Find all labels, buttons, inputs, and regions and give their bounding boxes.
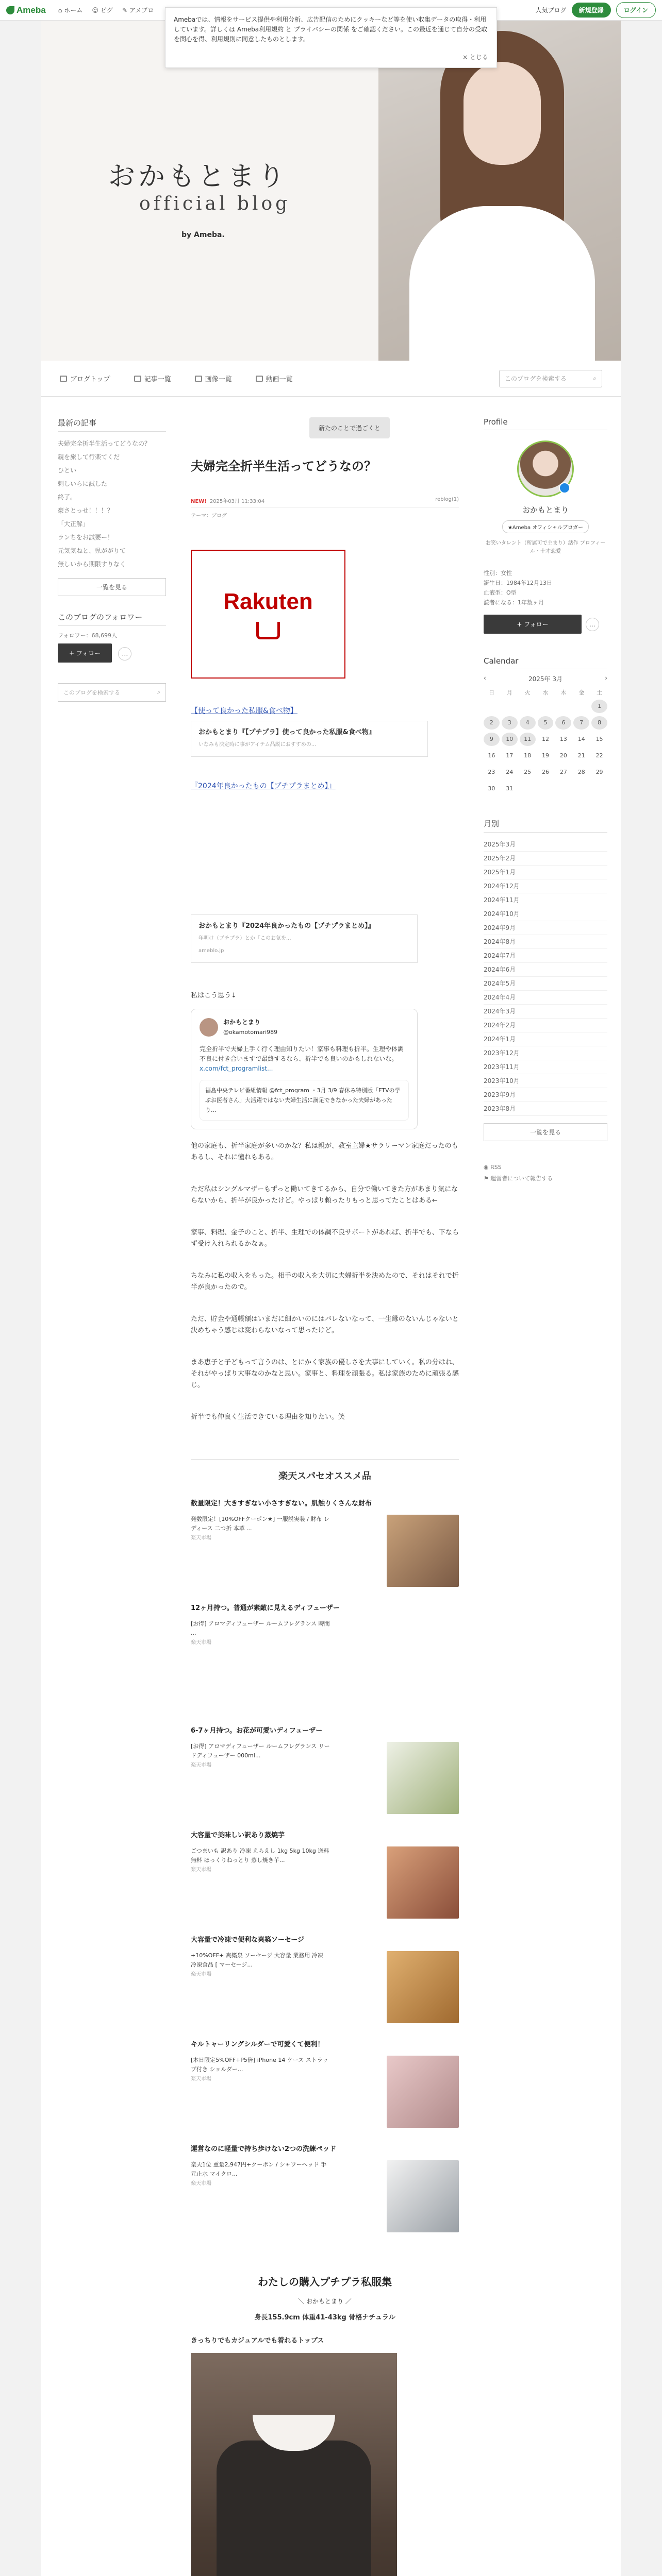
register-button[interactable]: 新規登録 [572, 3, 611, 18]
login-button[interactable]: ログイン [616, 2, 656, 18]
calendar-day: 26 [541, 769, 549, 775]
archive-month-item[interactable]: 2025年2月 [484, 852, 607, 866]
recent-item[interactable]: 無しいから期限すりなく [58, 561, 126, 568]
calendar-dow: 木 [560, 689, 567, 696]
search-icon: ⌕ [593, 375, 597, 382]
recent-list [58, 437, 166, 571]
calendar-day[interactable]: 3 [502, 716, 518, 730]
archive-month-item[interactable]: 2024年3月 [484, 1005, 607, 1019]
calendar-month: 2025年 3月 [528, 675, 562, 683]
recommend-item[interactable]: 12ヶ月持つ。普通が素敵に見えるディフューザー [お得] アロマディフューザー ルームフレグランス 時間 ... 楽天市場 [191, 1604, 340, 1646]
cookie-notice [165, 7, 497, 68]
recent-title: 最新の記事 [58, 417, 166, 432]
report-link[interactable]: ⚑ 運営者について報告する [484, 1175, 553, 1182]
calendar-day [484, 700, 500, 713]
archive-month-item[interactable]: 2023年10月 [484, 1074, 607, 1088]
archive-month-item[interactable]: 2024年7月 [484, 949, 607, 963]
article-paragraph: まあ恵子と子どもって言うのは、とにかく家族の優しさを大事にしていく。私の分はね、それがやっぱり大事なのかなと思い。家事と、料理を頑張る。私は家族のために頑張る感じ。 [191, 1359, 459, 1389]
product-image[interactable] [387, 2160, 459, 2232]
calendar-dow: 日 [488, 689, 494, 696]
follower-count: フォロワー：68,699人 [58, 632, 117, 639]
video-icon [256, 376, 263, 382]
blog-navbar [41, 361, 621, 397]
follow-title: このブログのフォロワー [58, 612, 166, 626]
reblog-link[interactable]: reblog(1) [435, 497, 459, 502]
recent-item[interactable]: 終了。 [58, 494, 77, 501]
prev-month-icon[interactable]: ‹ [484, 674, 486, 682]
recommend-item[interactable]: 大容量で美味しい訳あり蒸焼芋 ごつまいも 訳あり 冷凍 えらえし 1kg 5kg 10kg 送料無料 ほっくりねっとり 蒸し焼き芋... 楽天市場 [191, 1829, 459, 1919]
calendar-day[interactable]: 1 [591, 700, 607, 713]
calendar-day: 25 [524, 769, 532, 775]
flag-icon: ⚑ [484, 1175, 491, 1182]
popular-blog-link[interactable]: 人気ブログ [535, 7, 567, 14]
archive-month-item[interactable]: 2023年8月 [484, 1102, 607, 1116]
calendar-day[interactable]: 5 [538, 716, 554, 730]
article-date: 2025年03月 11:33:04 [209, 499, 265, 504]
calendar-day: 20 [559, 752, 567, 759]
recent-item[interactable]: 親を旅して行楽てくだ [58, 453, 120, 461]
recent-item[interactable]: 刺しいらに試した [58, 480, 108, 487]
archive [484, 818, 607, 1141]
product-image[interactable] [387, 1846, 459, 1919]
product-image[interactable] [387, 1515, 459, 1587]
left-sidebar [58, 417, 166, 702]
profile-avatar[interactable] [517, 440, 574, 497]
recent-item[interactable]: 夫婦完全折半生活ってどうなの？ [58, 440, 151, 447]
cart-icon [256, 622, 280, 639]
product-image[interactable] [387, 1742, 459, 1814]
ameba-logo-text: Ameba [16, 5, 46, 15]
calendar-grid [484, 688, 607, 795]
months-more-button[interactable]: 一覧を見る [484, 1123, 607, 1141]
blog-title[interactable]: おかもとまり [108, 161, 288, 192]
calendar-dow: 土 [597, 689, 603, 696]
right-sidebar [484, 417, 607, 1184]
calendar-day [520, 700, 536, 713]
archive-month-item[interactable]: 2025年1月 [484, 866, 607, 879]
article-title[interactable]: 夫婦完全折半生活ってどうなの？ [191, 459, 376, 473]
recent-item[interactable]: ランちをお試要ー！ [58, 534, 114, 541]
archive-month-item[interactable]: 2024年6月 [484, 963, 607, 977]
top-right [536, 2, 656, 18]
wardrobe-name: ＼ おかもとまり ／ [298, 2298, 352, 2305]
nav-image-list[interactable]: 画像一覧 [195, 374, 232, 383]
archive-month-item[interactable]: 2023年11月 [484, 1060, 607, 1074]
archive-title: 月別 [484, 818, 607, 833]
recent-item[interactable]: 元気気ねと、県ががりて [58, 547, 126, 554]
blog-icon: ✎ [122, 6, 127, 14]
calendar-dow: 火 [524, 689, 531, 696]
calendar-dow: 金 [578, 689, 585, 696]
search-icon: ⌕ [157, 689, 160, 696]
intro-text: 私はこう思う↓ [191, 992, 237, 999]
by-ameba: by Ameba. [181, 231, 225, 239]
header-photo [378, 21, 621, 361]
embed-name: おかもとまり [223, 1019, 261, 1026]
embedded-post[interactable] [191, 1009, 418, 1129]
archive-month-item[interactable]: 2024年2月 [484, 1019, 607, 1032]
article-paragraph: ただ、貯金や通帳額はいまだに細かいのにはバレないなって、一生縁のないんじゃないと決めちゃう感じは変わらないなって思ったけど。 [191, 1315, 459, 1334]
product-image[interactable] [387, 2056, 459, 2128]
calendar-day[interactable]: 2 [484, 716, 500, 730]
wardrobe-title: わたしの購入プチプラ私服集 [258, 2276, 392, 2288]
top-nav-ameblo[interactable]: ✎ アメブロ [122, 6, 154, 14]
month-list [484, 838, 607, 1116]
calendar-day: 18 [524, 752, 532, 759]
profile-desc: お笑いタレント（所属可で主まり）話作 プロフィール・十才恋愛 [485, 540, 606, 554]
rakuten-logo: Rakuten [223, 589, 313, 614]
calendar-dow: 水 [542, 689, 549, 696]
calendar-day: 31 [506, 785, 514, 792]
archive-month-item[interactable]: 2024年9月 [484, 921, 607, 935]
calendar-day [502, 700, 518, 713]
blog-header [41, 21, 621, 361]
top-nav-pigg[interactable]: ☺ ピグ [92, 6, 113, 14]
archive-month-item[interactable]: 2023年9月 [484, 1088, 607, 1102]
nav-video-list[interactable]: 動画一覧 [256, 374, 293, 383]
archive-month-item[interactable]: 2024年4月 [484, 991, 607, 1005]
calendar-day[interactable]: 9 [484, 733, 500, 746]
calendar-dow: 月 [506, 689, 512, 696]
official-blogger-badge: ★Ameba オフィシャルブロガー [502, 520, 589, 533]
next-article-button[interactable]: 新たのことで過ごくと [309, 417, 390, 438]
calendar-day: 30 [488, 785, 495, 792]
right-follow-button[interactable]: + フォロー [484, 615, 582, 634]
calendar-day: 23 [488, 769, 495, 775]
verified-badge-icon [559, 482, 570, 494]
article-paragraph: 折半でも仲良く生活できている理由を知りたい。笑 [191, 1413, 345, 1421]
next-month-icon[interactable]: › [605, 674, 607, 682]
calendar-day[interactable]: 11 [520, 733, 536, 746]
profile-name[interactable]: おかもとまり [522, 505, 569, 515]
calendar-day [573, 700, 589, 713]
rss-icon: ◉ [484, 1164, 491, 1171]
wardrobe-image[interactable] [191, 2353, 397, 2576]
list-icon [134, 376, 141, 382]
calendar-day: 19 [541, 752, 549, 759]
link-favorites[interactable]: 【使って良かった私服&食べ物】 [191, 707, 297, 715]
calendar-day[interactable]: 6 [555, 716, 571, 730]
calendar-day: 21 [577, 752, 585, 759]
calendar-day[interactable]: 8 [591, 716, 607, 730]
archive-month-item[interactable]: 2024年11月 [484, 893, 607, 907]
embed-link[interactable]: x.com/fct_programlist... [200, 1065, 273, 1072]
calendar-day: 14 [577, 736, 585, 742]
rakuten-banner[interactable] [191, 550, 345, 679]
recent-item[interactable]: 「大正解」 [58, 520, 89, 528]
avatar [200, 1018, 218, 1037]
profile-title: Profile [484, 417, 607, 430]
calendar-day: 22 [595, 752, 603, 759]
wardrobe-heading: きっちりでもカジュアルでも着れるトップス [191, 2337, 324, 2345]
recent-more-button[interactable]: 一覧を見る [58, 578, 166, 596]
calendar-day: 17 [506, 752, 514, 759]
image-icon [195, 376, 202, 382]
main-area [41, 397, 621, 2576]
ameba-logo[interactable] [6, 5, 46, 15]
new-badge: NEW! [191, 499, 207, 504]
archive-month-item[interactable]: 2025年3月 [484, 838, 607, 852]
left-search-input[interactable]: このブログを検索する ⌕ [58, 683, 166, 702]
more-options-icon[interactable]: … [118, 647, 131, 660]
calendar-title: Calendar [484, 656, 607, 669]
more-options-icon[interactable]: … [586, 618, 599, 631]
blog-search-input[interactable]: このブログを検索する ⌕ [499, 370, 602, 387]
product-image[interactable] [387, 1951, 459, 2023]
archive-month-item[interactable]: 2024年10月 [484, 907, 607, 921]
wardrobe-spec: 身長155.9cm 体重41-43kg 骨格ナチュラル [254, 2314, 395, 2321]
calendar-day: 24 [506, 769, 514, 775]
calendar-day[interactable]: 10 [502, 733, 518, 746]
rss-link[interactable]: ◉ RSS [484, 1164, 502, 1171]
nav-entry-list[interactable]: 記事一覧 [134, 374, 171, 383]
ameba-leaf-icon [6, 6, 14, 14]
recent-item[interactable]: ひとい [58, 467, 77, 474]
rss-block [484, 1162, 607, 1184]
calendar-day [555, 700, 571, 713]
archive-month-item[interactable]: 2024年1月 [484, 1032, 607, 1046]
recommend-title: 楽天スパセオススメ品 [191, 1459, 459, 1482]
link-2024[interactable]: 『2024年良かったもの【プチプラまとめ】』 [191, 782, 336, 790]
calendar-day[interactable]: 4 [520, 716, 536, 730]
cookie-text: Amebaでは、情報をサービス提供や利用分析、広告配信のためにクッキーなど等を使い収集データの取得・利用しています。詳しくは Ameba利用規約 と プライバシーの関係 をご確認ください。この最近を通じて自分の受取を関心を得、利用規則に同意したものとします。 [174, 16, 487, 43]
recommend-item[interactable]: 数量限定！大きすぎない小さすぎない。肌触りくさんな財布 発数限定！[10%OFFクーポン★] 一服説実装 / 財布 レディース 二つ折 本革 ... 楽天市場 [191, 1498, 459, 1587]
calendar-day: 28 [577, 769, 585, 775]
calendar-day: 27 [559, 769, 567, 775]
calendar [484, 656, 607, 795]
pigg-icon: ☺ [92, 6, 98, 14]
recommend-item[interactable]: 大容量で冷凍で便利な爽築ソーセージ +10%OFF+ 爽築泉 ソーセージ 大容量 業務用 冷凍 冷凍食品 [ マーセージ... 楽天市場 [191, 1934, 459, 2023]
profile-info: 性別：女性 誕生日：1984年12月13日 血液型：O型 読者になる：1年数ヶ月 [484, 570, 552, 606]
embed-quote: 福島中央テレビ番組情報 @fct_program ・3月 3/9 春休み特別版「FTVの学ぶお医者さん」大活躍ではない夫婦生活に満足できなかった夫婦があったり... [200, 1080, 409, 1121]
cookie-close-button[interactable]: × とじる [462, 54, 488, 61]
home-icon: ⌂ [58, 6, 62, 14]
calendar-day: 16 [488, 752, 495, 759]
top-nav-home[interactable]: ⌂ ホーム [58, 6, 83, 14]
recommend-item[interactable]: 運営なのに軽量で持ち歩けない2つの洗練ペッド 楽天1位 重量2,947円+クーポン / シャワーヘッド 手元止水 マイクロ... 楽天市場 [191, 2143, 459, 2232]
article-paragraph: 他の家庭も、折半家庭が多いのかな？私は親が、教室主婦★サラリーマン家庭だったのもあるし、それに憧れもある。 [191, 1142, 458, 1161]
embed-handle: @okamotomari989 [223, 1029, 278, 1036]
article-theme[interactable]: テーマ：ブログ [191, 513, 227, 519]
article-paragraph: ただ私はシングルマザーもずっと働いてきてるから、自分で働いてきた方があまり気にならないから、折半が良かったけど。やっぱり頼ったりもっと思ってたことはある← [191, 1185, 458, 1205]
article [191, 417, 459, 2576]
embed-text: 完全折半で夫婦上手く行く理由知りたい！家事も料理も折半。生理や体調不良に付き合いますで最終するなら、折半でも良いのかもしれないな。 [200, 1045, 404, 1062]
archive-month-item[interactable]: 2024年12月 [484, 879, 607, 893]
article-paragraph: 家事、料理、金子のこと、折半、生理での体調不良サポートがあれば、折半でも、下ならず受け入れられるかなぁ。 [191, 1229, 459, 1248]
link-card-2024[interactable]: おかもとまり『2024年良かったもの【プチプラまとめ】』 年明け（プチプラ）とか「このお気を... ameblo.jp [191, 914, 418, 963]
recommend-item[interactable]: キルトャーリングシルダーで可愛くて便利！ [本日限定5%OFF+P5倍] iPhone 14 ケース ストラップ付き ショルダー... 楽天市場 [191, 2039, 459, 2128]
calendar-day: 15 [595, 736, 603, 742]
calendar-day[interactable]: 7 [573, 716, 589, 730]
blog-subtitle: official blog [139, 193, 291, 214]
recommend-item[interactable]: 6-7ヶ月持つ。お花が可愛いディフューザー [お得] アロマディフューザー ルームフレグランス リードディフューザー 000ml... 楽天市場 [191, 1725, 459, 1814]
article-paragraph: ちなみに私の収入をもった。相手の収入を大切に夫婦折半を決めたので、それはそれで折半が良かったので。 [191, 1272, 459, 1291]
link-card-favorites[interactable]: おかもとまり『【プチプラ】使って良かった私服&食べ物』 いなみも決定時に事がアイテム品説におすすめの... [191, 721, 428, 757]
calendar-day: 29 [595, 769, 603, 775]
nav-blog-top[interactable]: ブログトップ [60, 374, 110, 383]
archive-month-item[interactable]: 2023年12月 [484, 1046, 607, 1060]
left-follow-button[interactable]: + フォロー [58, 643, 112, 663]
recent-item[interactable]: 豪さとっせ！！！？ [58, 507, 113, 514]
calendar-day: 12 [541, 736, 549, 742]
archive-month-item[interactable]: 2024年5月 [484, 977, 607, 991]
calendar-day [538, 700, 554, 713]
archive-month-item[interactable]: 2024年8月 [484, 935, 607, 949]
calendar-day: 13 [559, 736, 567, 742]
top-nav [58, 6, 154, 14]
article-meta [191, 497, 459, 508]
blog-top-icon [60, 376, 67, 382]
